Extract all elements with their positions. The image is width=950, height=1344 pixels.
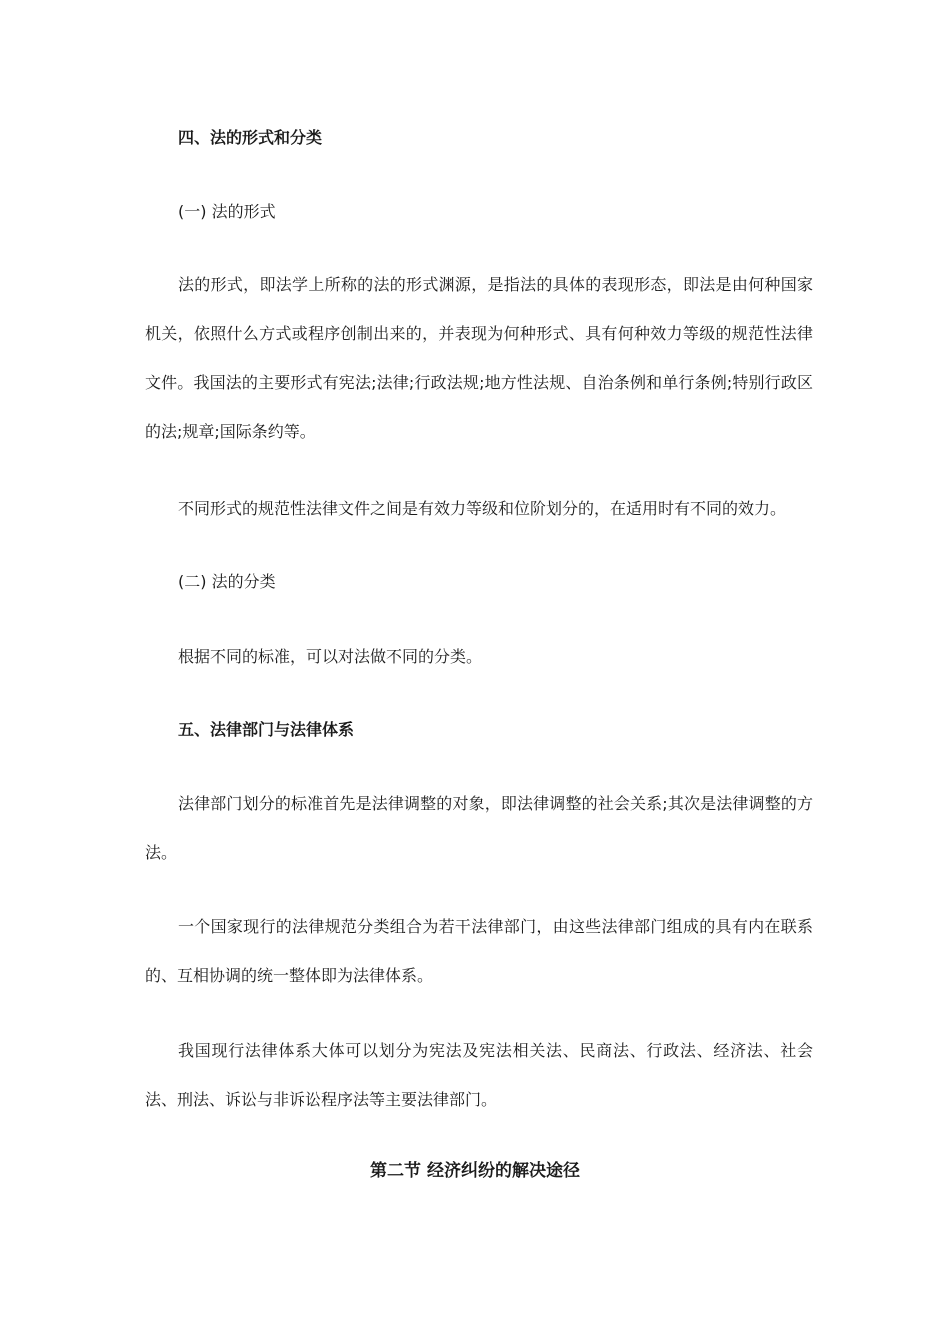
paragraph-classification: 根据不同的标准，可以对法做不同的分类。 [178,647,483,666]
paragraph-department-standard: 法律部门划分的标准首先是法律调整的对象，即法律调整的社会关系;其次是法律调整的方法。 [145,794,813,862]
subheading-forms-of-law: (一) 法的形式 [178,202,276,221]
heading-legal-departments-and-system: 五、法律部门与法律体系 [178,720,355,739]
section-title: 第二节 经济纠纷的解决途径 [370,1161,580,1181]
paragraph-main-departments: 我国现行法律体系大体可以划分为宪法及宪法相关法、民商法、行政法、经济法、社会法、刑法、诉讼与非诉讼程序法等主要法律部门。 [145,1041,813,1109]
paragraph-effect-levels: 不同形式的规范性法律文件之间是有效力等级和位阶划分的，在适用时有不同的效力。 [178,499,787,518]
paragraph-legal-system: 一个国家现行的法律规范分类组合为若干法律部门，由这些法律部门组成的具有内在联系的、互相协调的统一整体即为法律体系。 [145,917,813,985]
heading-forms-and-classification: 四、法的形式和分类 [178,128,323,147]
subheading-classification-of-law: (二) 法的分类 [178,572,276,591]
paragraph-forms-definition: 法的形式，即法学上所称的法的形式渊源，是指法的具体的表现形态，即法是由何种国家机关，依照什么方式或程序创制出来的，并表现为何种形式、具有何种效力等级的规范性法律文件。我国法的主要形式有宪法;法律;行政法规;地方性法规、自治条例和单行条例;特别行政区的法;规章;国际条约等。 [145,275,813,441]
